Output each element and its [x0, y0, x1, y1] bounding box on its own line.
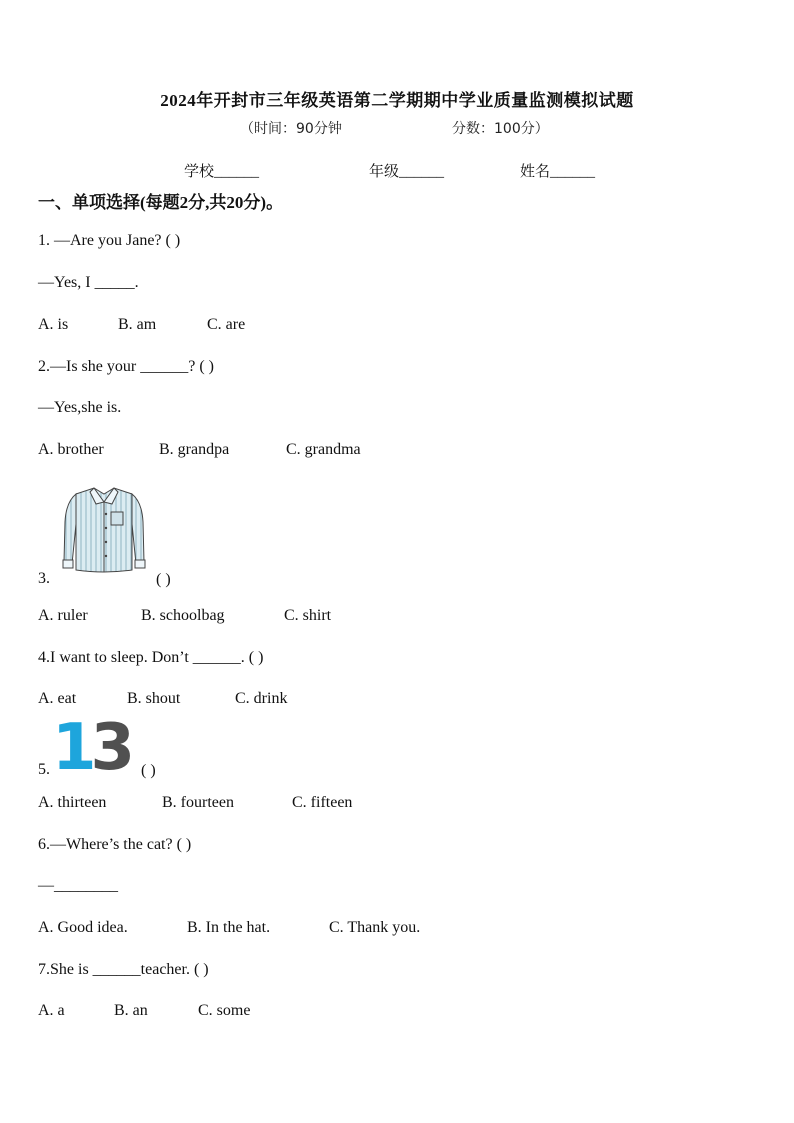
question-2-stem: 2.—Is she your ______? ( ) — [38, 358, 214, 375]
question-5-paren: ( ) — [141, 762, 156, 779]
question-3-option-c[interactable]: C. shirt — [284, 607, 332, 624]
question-2-option-b[interactable]: B. grandpa — [159, 441, 230, 458]
question-7-option-c[interactable]: C. some — [198, 1002, 251, 1019]
exam-score: 分数：100分） — [452, 121, 549, 137]
question-6-reply: —________ — [38, 877, 118, 894]
exam-time: （时间：90分钟 — [240, 121, 342, 137]
question-3-option-a[interactable]: A. ruler — [38, 607, 88, 624]
question-6-option-b[interactable]: B. In the hat. — [187, 919, 271, 936]
question-4-option-a[interactable]: A. eat — [38, 690, 77, 707]
question-5-option-b[interactable]: B. fourteen — [162, 794, 234, 811]
page-title: 2024年开封市三年级英语第二学期期中学业质量监测模拟试题 — [160, 91, 634, 110]
grade-field: 年级______ — [369, 164, 445, 180]
school-field: 学校______ — [184, 164, 260, 180]
question-5-option-c[interactable]: C. fifteen — [292, 794, 353, 811]
question-1-option-a[interactable]: A. is — [38, 316, 69, 333]
question-2-option-a[interactable]: A. brother — [38, 441, 104, 458]
question-4-option-b[interactable]: B. shout — [127, 690, 181, 707]
name-field: 姓名______ — [520, 164, 596, 180]
question-1-stem: 1. —Are you Jane? ( ) — [38, 232, 181, 249]
question-2-option-c[interactable]: C. grandma — [286, 441, 361, 458]
question-6-option-a[interactable]: A. Good idea. — [38, 919, 128, 936]
question-5-number: 5. — [38, 761, 50, 778]
question-3-number: 3. — [38, 570, 50, 587]
question-3-option-b[interactable]: B. schoolbag — [141, 607, 225, 624]
question-1-reply: —Yes, I _____. — [38, 274, 139, 291]
question-5-option-a[interactable]: A. thirteen — [38, 794, 107, 811]
question-6-stem: 6.—Where’s the cat? ( ) — [38, 836, 192, 853]
shirt-image — [60, 482, 148, 580]
number-13-image — [52, 712, 129, 784]
question-7-option-b[interactable]: B. an — [114, 1002, 148, 1019]
question-6-option-c[interactable]: C. Thank you. — [329, 919, 421, 936]
section-title: 一、单项选择(每题2分,共20分)。 — [38, 193, 284, 212]
question-1-option-b[interactable]: B. am — [118, 316, 157, 333]
question-7-option-a[interactable]: A. a — [38, 1002, 65, 1019]
question-1-option-c[interactable]: C. are — [207, 316, 246, 333]
question-3-paren: ( ) — [156, 571, 171, 588]
question-4-stem: 4.I want to sleep. Don’t ______. ( ) — [38, 649, 264, 666]
question-2-reply: —Yes,she is. — [38, 399, 122, 416]
digit-one: 1 — [52, 711, 91, 785]
question-4-option-c[interactable]: C. drink — [235, 690, 288, 707]
digit-three: 3 — [90, 711, 130, 785]
question-7-stem: 7.She is ______teacher. ( ) — [38, 961, 209, 978]
